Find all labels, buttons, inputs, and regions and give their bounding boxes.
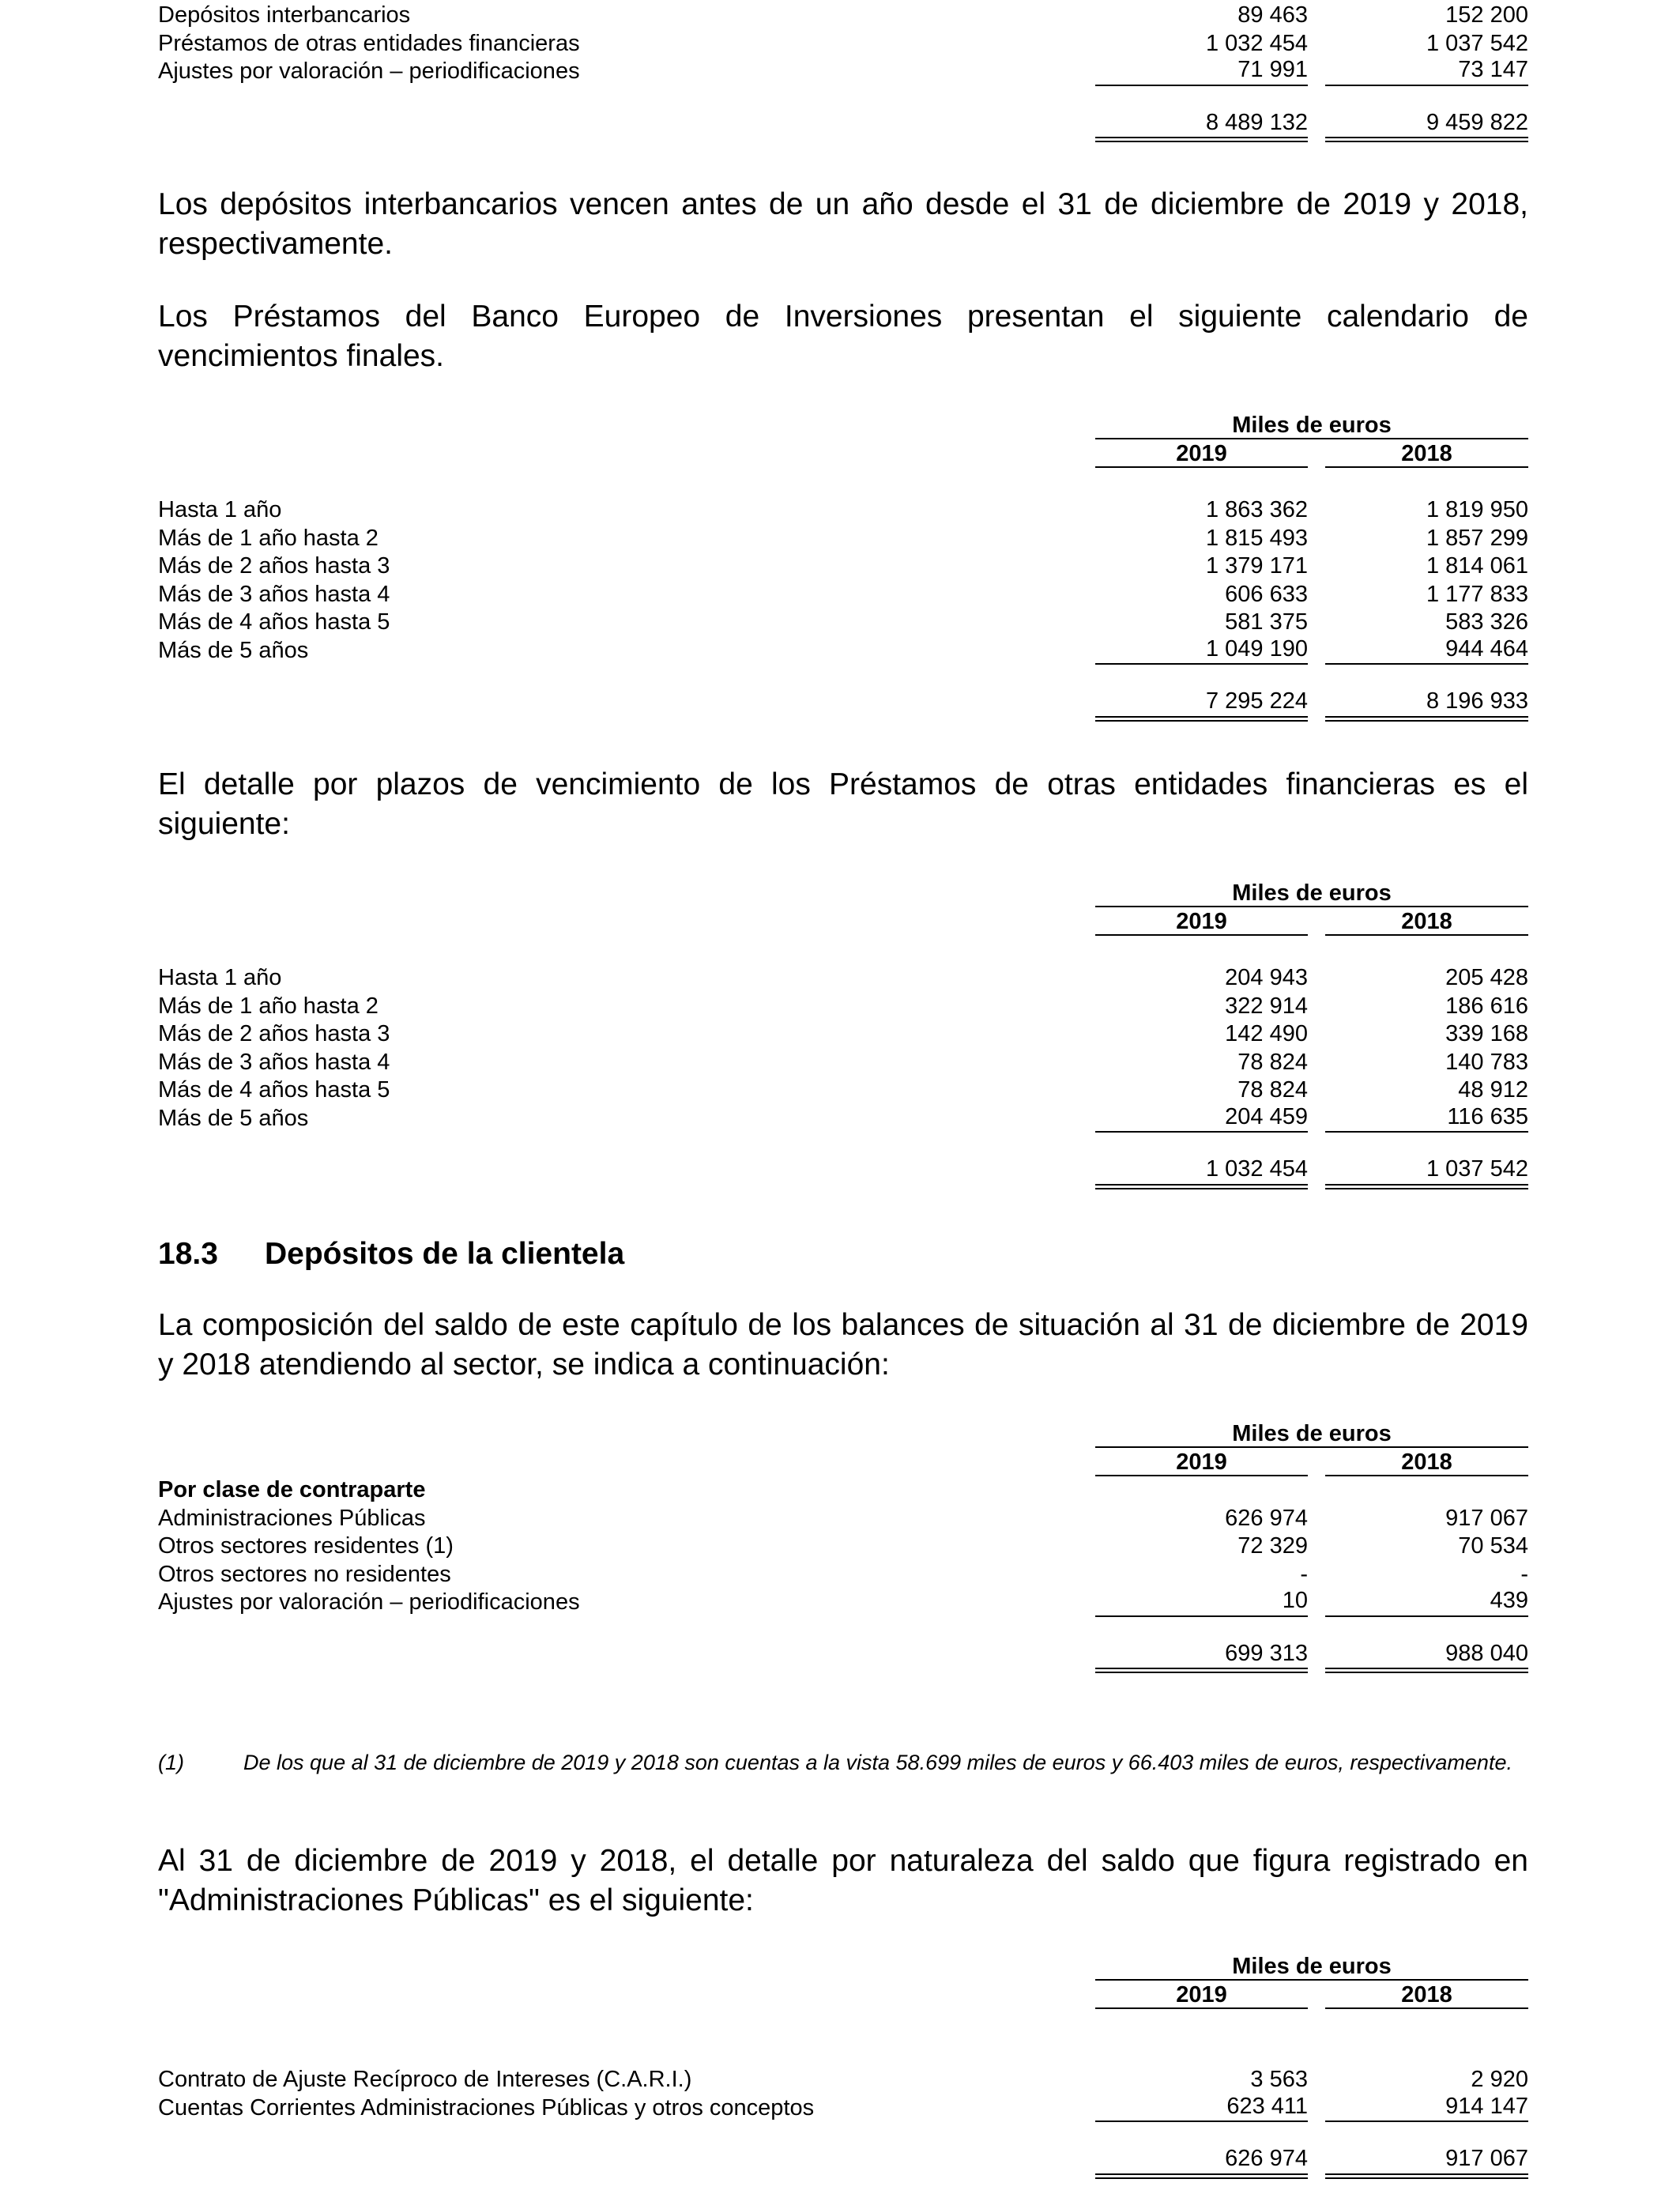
table-total-row: 8 489 132 9 459 822	[158, 115, 1528, 143]
table-row: Ajustes por valoración – periodificaciones 71 991 73 147	[158, 58, 1528, 86]
table-row: Otros sectores residentes (1) 72 329 70 534	[158, 1533, 1528, 1559]
other-entities-maturity-table	[158, 879, 1528, 1189]
footnote-text: De los que al 31 de diciembre de 2019 y 2018 son cuentas a la vista 58.699 miles de euros y 66.403 miles de euros, respectivamente.	[243, 1751, 1512, 1774]
column-header-2018: 2018	[1325, 439, 1528, 468]
table-unit-header: Miles de euros	[1095, 411, 1528, 439]
column-header-2018: 2018	[1325, 907, 1528, 936]
section-heading	[158, 1235, 624, 1274]
column-header-2018: 2018	[1325, 1981, 1528, 2009]
table-unit-header: Miles de euros	[1095, 1419, 1528, 1448]
table-row: Cuentas Corrientes Administraciones Públicas y otros conceptos 623 411 914 147	[158, 2094, 1528, 2123]
table-row: Hasta 1 año 1 863 362 1 819 950	[158, 497, 1528, 522]
column-header-2019: 2019	[1095, 439, 1308, 468]
client-deposits-table	[158, 1419, 1528, 1673]
paragraph-interbank: Los depósitos interbancarios vencen antes de un año desde el 31 de diciembre de 2019 y 2018, respectivamente.	[158, 187, 1528, 261]
table-row: Hasta 1 año 204 943 205 428	[158, 965, 1528, 990]
table-total-row: 699 313 988 040	[158, 1646, 1528, 1674]
paragraph-bei-intro: Los Préstamos del Banco Europeo de Inversiones presentan el siguiente calendario de vencimientos finales.	[158, 300, 1528, 373]
table-row: Más de 2 años hasta 3 1 379 171 1 814 061	[158, 553, 1528, 579]
column-header-2019: 2019	[1095, 907, 1308, 936]
table-unit-header: Miles de euros	[1095, 1952, 1528, 1981]
section-number: 18.3	[158, 1237, 218, 1271]
public-administrations-table	[158, 1952, 1528, 2179]
table-row: Más de 1 año hasta 2 1 815 493 1 857 299	[158, 525, 1528, 551]
table-total-row: 7 295 224 8 196 933	[158, 693, 1528, 722]
table-total-row: 626 974 917 067	[158, 2151, 1528, 2179]
table-group-label: Por clase de contraparte	[158, 1477, 426, 1502]
table-row: Más de 1 año hasta 2 322 914 186 616	[158, 993, 1528, 1019]
table-total-row: 1 032 454 1 037 542	[158, 1161, 1528, 1189]
table-row: Administraciones Públicas 626 974 917 067	[158, 1505, 1528, 1531]
paragraph-admin-intro: Al 31 de diciembre de 2019 y 2018, el detalle por naturaleza del saldo que figura registrado en "Administraciones Públicas" es el siguiente:	[158, 1844, 1528, 1917]
table-row: Más de 2 años hasta 3 142 490 339 168	[158, 1021, 1528, 1046]
table-row: Más de 5 años 204 459 116 635	[158, 1105, 1528, 1133]
table-row: Préstamos de otras entidades financieras 1 032 454 1 037 542	[158, 30, 1528, 56]
column-header-2018: 2018	[1325, 1448, 1528, 1476]
column-header-2019: 2019	[1095, 1981, 1308, 2009]
table-row: Más de 5 años 1 049 190 944 464	[158, 637, 1528, 665]
table-row: Más de 4 años hasta 5 78 824 48 912	[158, 1077, 1528, 1103]
table-row: Otros sectores no residentes - -	[158, 1561, 1528, 1587]
table-row: Contrato de Ajuste Recíproco de Intereses (C.A.R.I.) 3 563 2 920	[158, 2067, 1528, 2092]
table-unit-header: Miles de euros	[1095, 879, 1528, 907]
footnote-mark: (1)	[158, 1751, 184, 1774]
footnote	[158, 1748, 1528, 1777]
table-row: Depósitos interbancarios 89 463 152 200	[158, 2, 1528, 28]
column-header-2019: 2019	[1095, 1448, 1308, 1476]
table-row: Más de 3 años hasta 4 606 633 1 177 833	[158, 581, 1528, 607]
paragraph-other-intro: El detalle por plazos de vencimiento de los Préstamos de otras entidades financieras es el siguiente:	[158, 767, 1528, 841]
top-table	[158, 2, 1528, 142]
paragraph-client-intro: La composición del saldo de este capítulo de los balances de situación al 31 de diciembre de 2019 y 2018 atendiendo al sector, se indica a continuación:	[158, 1308, 1528, 1382]
table-row: Más de 3 años hasta 4 78 824 140 783	[158, 1049, 1528, 1075]
table-row: Más de 4 años hasta 5 581 375 583 326	[158, 609, 1528, 635]
table-row: Ajustes por valoración – periodificaciones 10 439	[158, 1589, 1528, 1617]
section-title: Depósitos de la clientela	[265, 1237, 625, 1271]
bei-maturity-table	[158, 411, 1528, 722]
